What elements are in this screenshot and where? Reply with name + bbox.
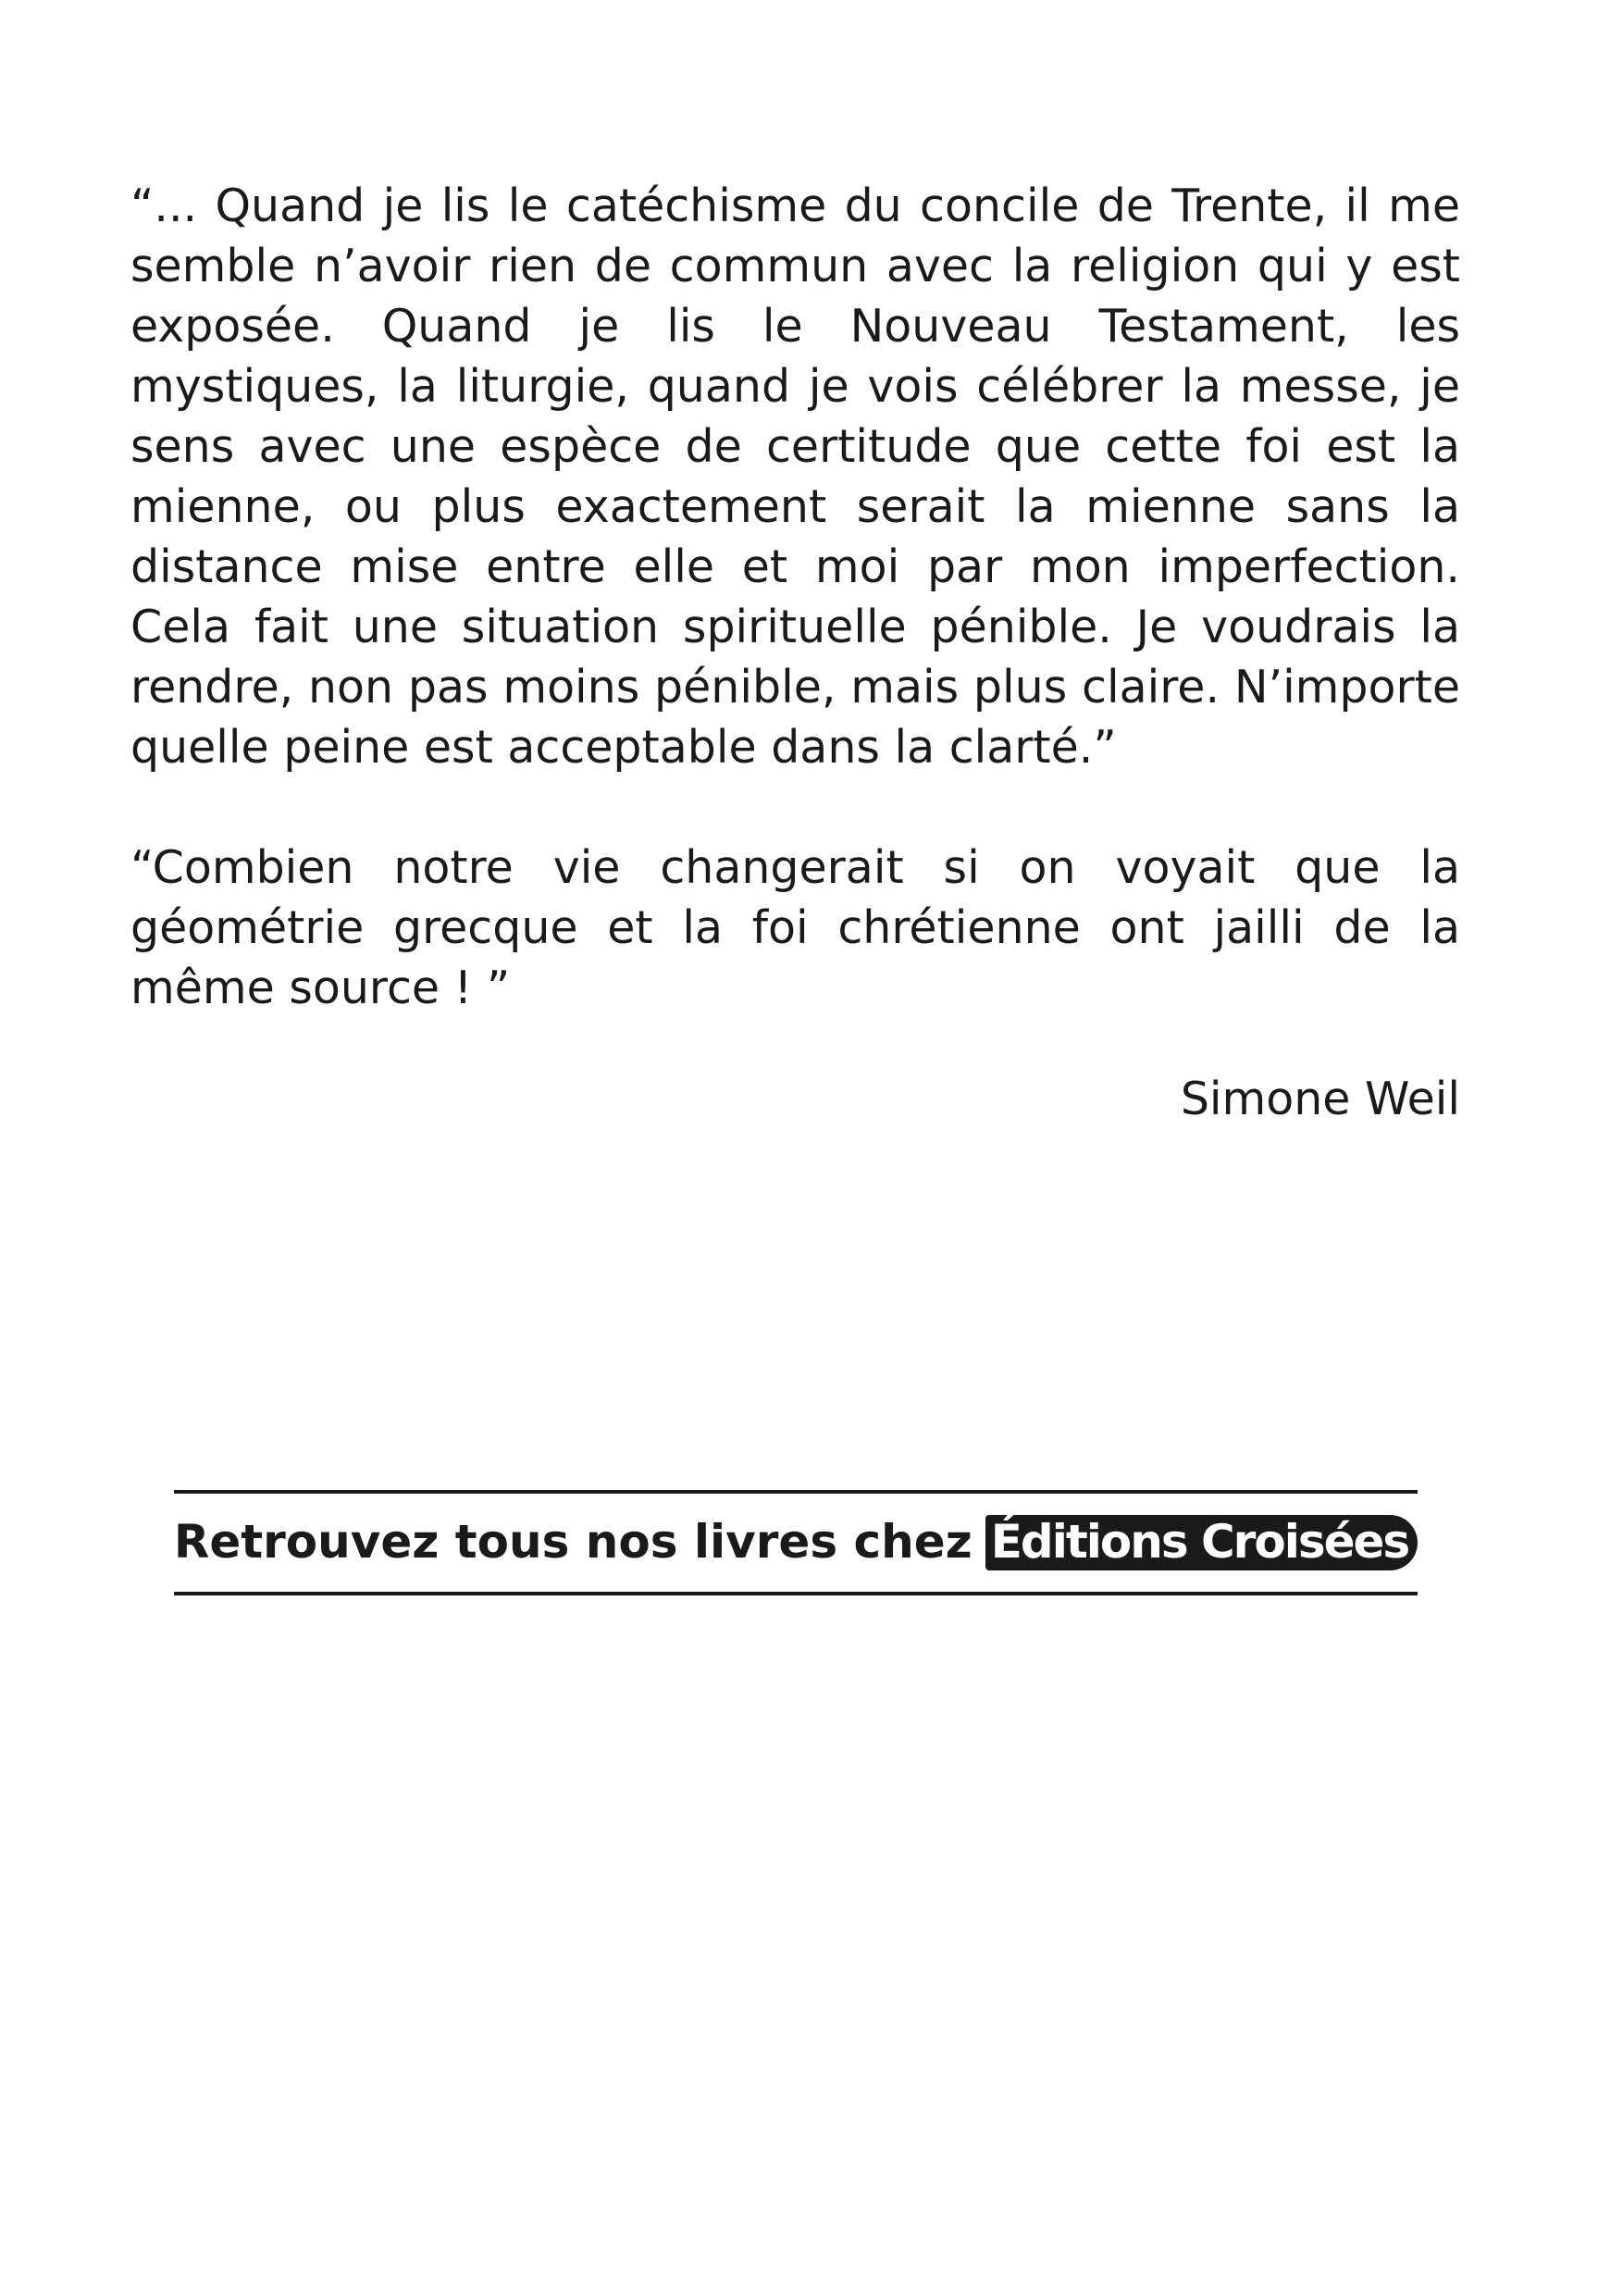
- quote-second: “Combien notre vie changerait si on voyait que la géométrie grecque et la foi chrétienne ont jailli de la même source ! ”: [130, 841, 1460, 1014]
- publisher-logo: Éditions Croisées: [985, 1515, 1418, 1570]
- publisher-banner: [174, 1490, 1418, 1595]
- quote-author: Simone Weil: [1180, 1073, 1460, 1125]
- promo-label: Retrouvez tous nos livres chez: [173, 1515, 973, 1569]
- quote-section: [130, 176, 1460, 1129]
- publisher-promo-text: [174, 1515, 1418, 1570]
- quote-first: “... Quand je lis le catéchisme du concile de Trente, il me semble n’avoir rien de commun avec la religion qui y est exposée. Quand je lis le Nouveau Testament, les mystiques, la liturgie, quand je vois célébrer la messe, je sens avec une espèce de certitude que cette foi est la mienne, ou plus exactement serait la mienne sans la distance mise entre elle et moi par mon imperfection. Cela fait une situation spirituelle pénible. Je voudrais la rendre, non pas moins pénible, mais plus claire. N’importe quelle peine est acceptable dans la clarté.”: [130, 180, 1460, 774]
